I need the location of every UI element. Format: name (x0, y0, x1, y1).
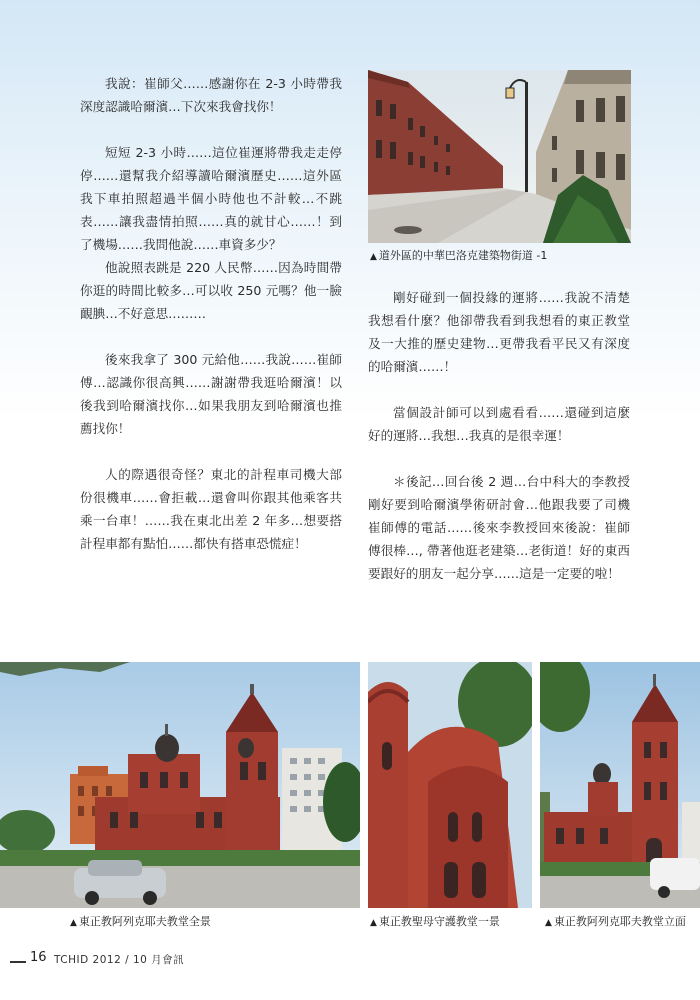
paragraph: 他說照表跳是 220 人民幣……因為時間帶你逛的時間比較多…可以收 250 元嗎？他一臉靦腆…不好意思……… (80, 260, 342, 321)
street-photo-caption: ▲ 道外區的中華巴洛克建築物街道 -1 (370, 249, 548, 262)
page-footer (0, 944, 700, 974)
church-mother-caption: ▲ 東正教聖母守護教堂一景 (370, 915, 500, 928)
paragraph: 我說：崔師父……感謝你在 2-3 小時帶我深度認識哈爾濱…下次來我會找你！ (80, 76, 342, 114)
street-photo (368, 70, 631, 243)
paragraph: 人的際遇很奇怪？東北的計程車司機大部份很機車……會拒載…還會叫你跟其他乘客共乘一台車！……我在東北出差 2 年多…想要搭計程車都有點怕……都快有搭車恐慌症！ (80, 467, 342, 551)
church-panorama-photo (0, 662, 360, 908)
church-facade-photo (540, 662, 700, 908)
paragraph: 短短 2-3 小時……這位崔運將帶我走走停停……還幫我介紹導讀哈爾濱歷史……這外區我下車拍照超過半個小時他也不計較…不跳表……讓我盡情拍照……真的就甘心……！到了機場……我問他說……車資多少？ (80, 145, 342, 252)
paragraph: 後來我拿了 300 元給他……我說……崔師傅…認識你很高興……謝謝帶我逛哈爾濱！以後我到哈爾濱找你…如果我朋友到哈爾濱也推薦找你！ (80, 352, 342, 436)
page-number: 16 (30, 950, 47, 965)
paragraph: 當個設計師可以到處看看……還碰到這麼好的運將…我想…我真的是很幸運！ (368, 405, 630, 443)
paragraph: ＊後記…回台後 2 週…台中科大的李教授剛好要到哈爾濱學術研討會…他跟我要了司機崔師傅的電話……後來李教授回來後說：崔師傅很棒…, 帶著他逛老建築…老街道！好的東西要跟好的朋友一起分享……這是一定要的啦！ (368, 474, 630, 581)
right-text-column (368, 286, 630, 608)
paragraph: 剛好碰到一個投緣的運將……我說不清楚我想看什麼？他卻帶我看到我想看的東正教堂及一大推的歷史建物…更帶我看平民又有深度的哈爾濱……！ (368, 290, 630, 374)
publication-label: TCHID 2012 / 10 月會訊 (54, 954, 185, 966)
church-panorama-caption: ▲ 東正教阿列克耶夫教堂全景 (70, 915, 211, 928)
footer-rule (10, 961, 26, 963)
church-mother-photo (368, 662, 532, 908)
left-text-column (80, 72, 342, 578)
church-facade-caption: ▲ 東正教阿列克耶夫教堂立面 (545, 915, 686, 928)
